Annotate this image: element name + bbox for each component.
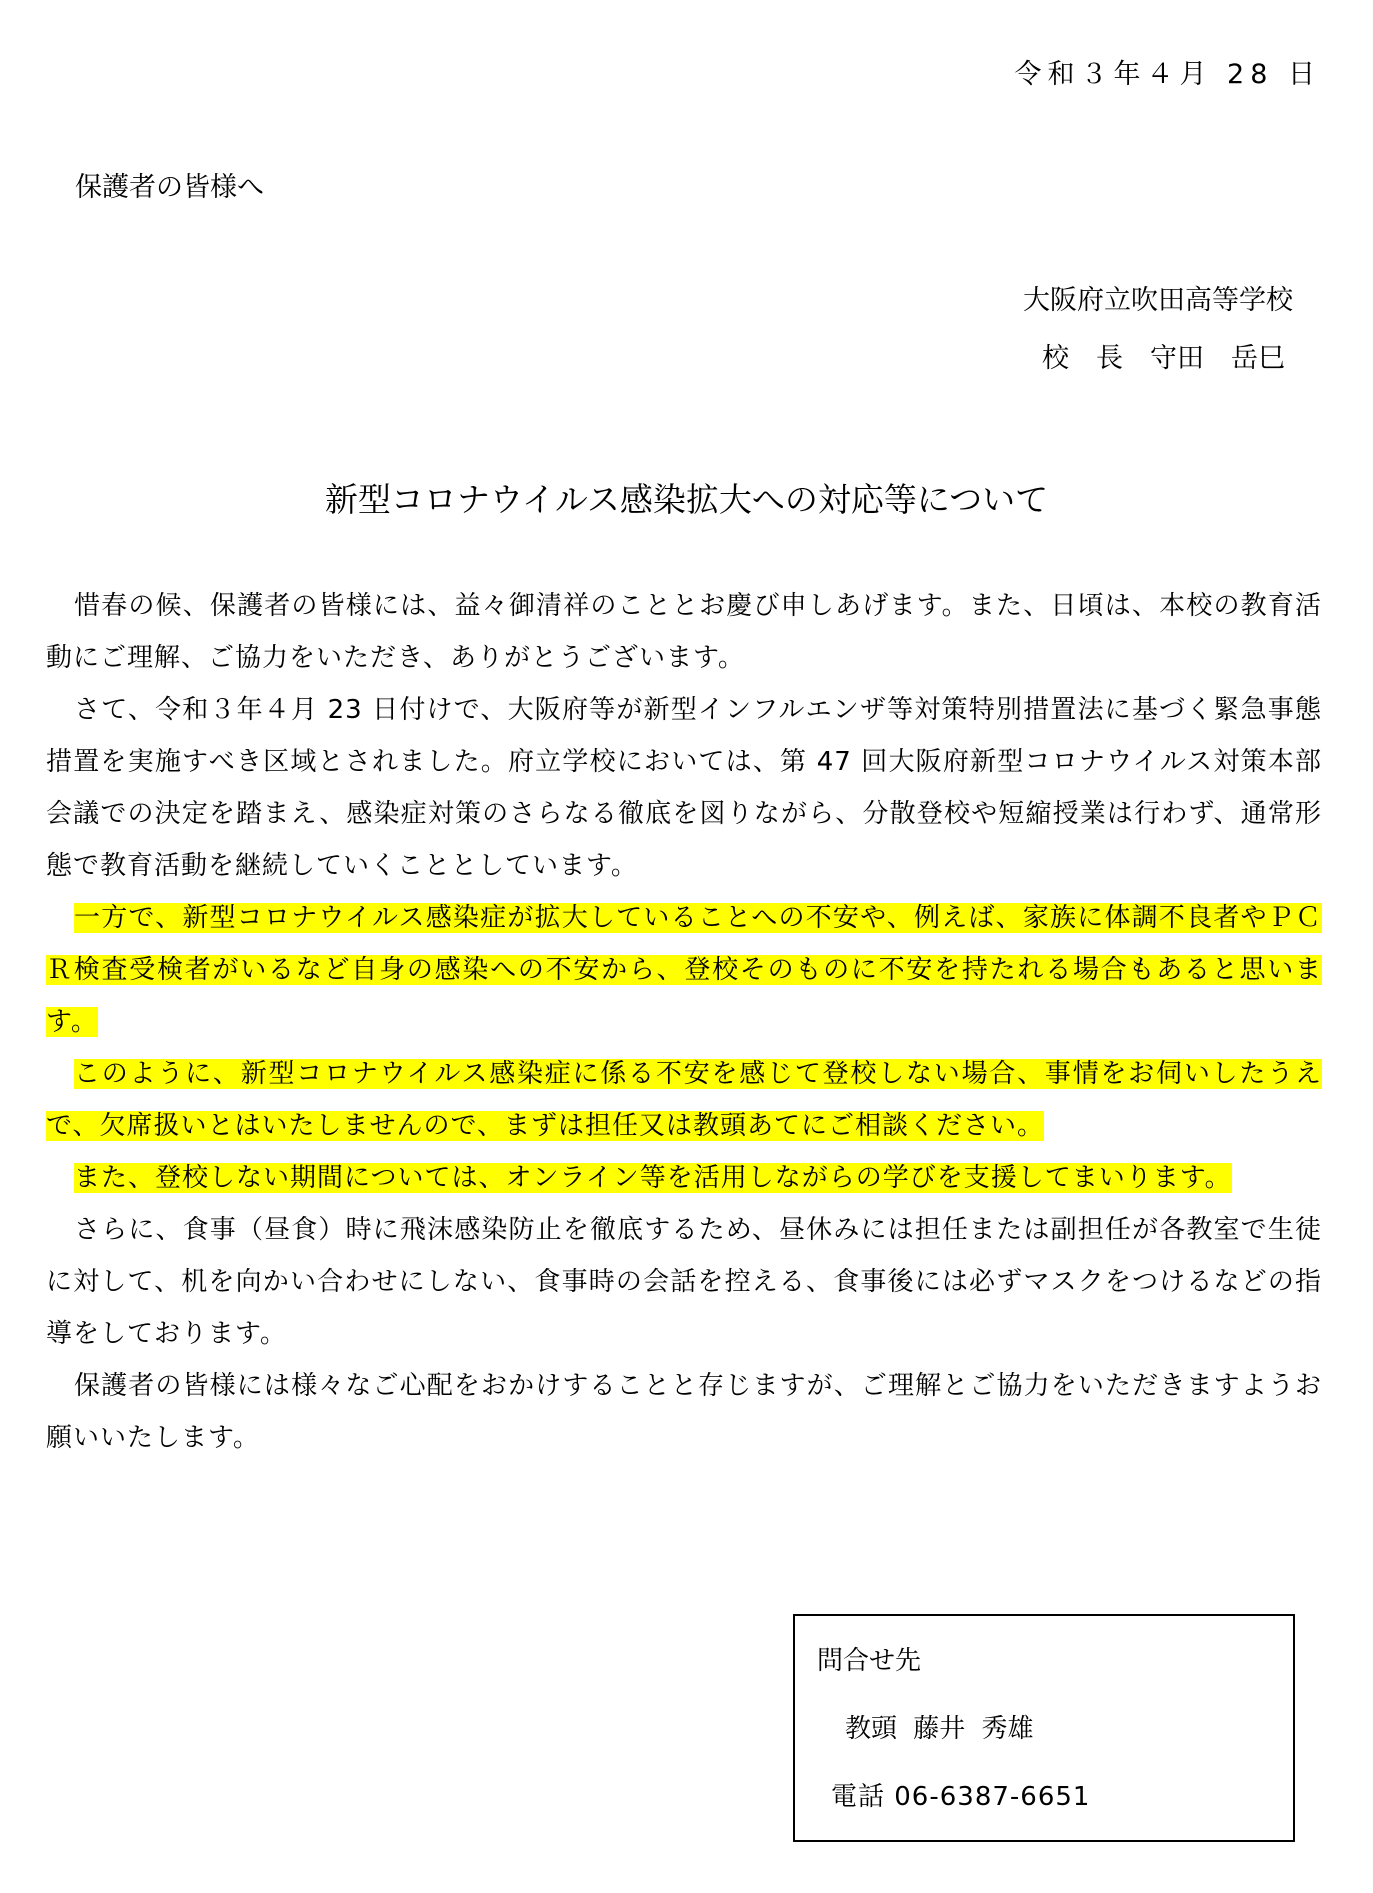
highlighted-text: また、登校しない期間については、オンライン等を活用しながらの学びを支援してまいります。 [74, 1163, 1232, 1193]
document-title: 新型コロナウイルス感染拡大への対応等について [324, 480, 1049, 519]
contact-box [793, 1614, 1295, 1842]
paragraph-text: さらに、食事（昼食）時に飛沫感染防止を徹底するため、昼休みには担任または副担任が各教室で生徒に対して、机を向かい合わせにしない、食事時の会話を控える、食事後には必ずマスクをつけるなどの指導をしております。 [46, 1215, 1322, 1349]
contact-title: 問合せ先 [817, 1646, 922, 1676]
paragraph-text: さて、令和３年４月 23 日付けで、大阪府等が新型インフルエンザ等対策特別措置法に基づく緊急事態措置を実施すべき区域とされました。府立学校においては、第 47 回大阪府新型コロナウイルス対策本部会議での決定を踏まえ、感染症対策のさらなる徹底を図りながら、分散登校や短縮授業は行わず、通常形態で教育活動を継続していくこととしています。 [46, 695, 1322, 881]
contact-phone: 電話 06-6387-6651 [831, 1782, 1091, 1812]
contact-person: 教頭 藤井 秀雄 [845, 1714, 1034, 1744]
paragraph-highlighted [46, 1152, 1322, 1204]
paragraph-text: 保護者の皆様には様々なご心配をおかけすることと存じますが、ご理解とご協力をいただきますようお願いいたします。 [46, 1371, 1322, 1453]
paragraph [46, 1360, 1322, 1464]
paragraph-highlighted [46, 892, 1322, 1048]
paragraph-highlighted [46, 1048, 1322, 1152]
highlighted-text: 一方で、新型コロナウイルス感染症が拡大していることへの不安や、例えば、家族に体調不良者やＰＣＲ検査受検者がいるなど自身の感染への不安から、登校そのものに不安を持たれる場合もあると思います。 [46, 903, 1322, 1037]
body-text [46, 580, 1322, 1464]
addressee: 保護者の皆様へ [75, 172, 264, 203]
document-date: 令和３年４月 28 日 [1014, 59, 1321, 90]
highlighted-text: このように、新型コロナウイルス感染症に係る不安を感じて登校しない場合、事情をお伺いしたうえで、欠席扱いとはいたしませんので、まずは担任又は教頭あてにご相談ください。 [46, 1059, 1322, 1141]
paragraph [46, 580, 1322, 684]
paragraph-text: 惜春の候、保護者の皆様には、益々御清祥のこととお慶び申しあげます。また、日頃は、本校の教育活動にご理解、ご協力をいただき、ありがとうございます。 [46, 591, 1322, 673]
paragraph [46, 684, 1322, 892]
sender-block [1023, 272, 1293, 388]
paragraph [46, 1204, 1322, 1360]
school-name: 大阪府立吹田高等学校 [1023, 285, 1293, 316]
principal-name: 校 長 守田 岳巳 [1042, 343, 1285, 374]
